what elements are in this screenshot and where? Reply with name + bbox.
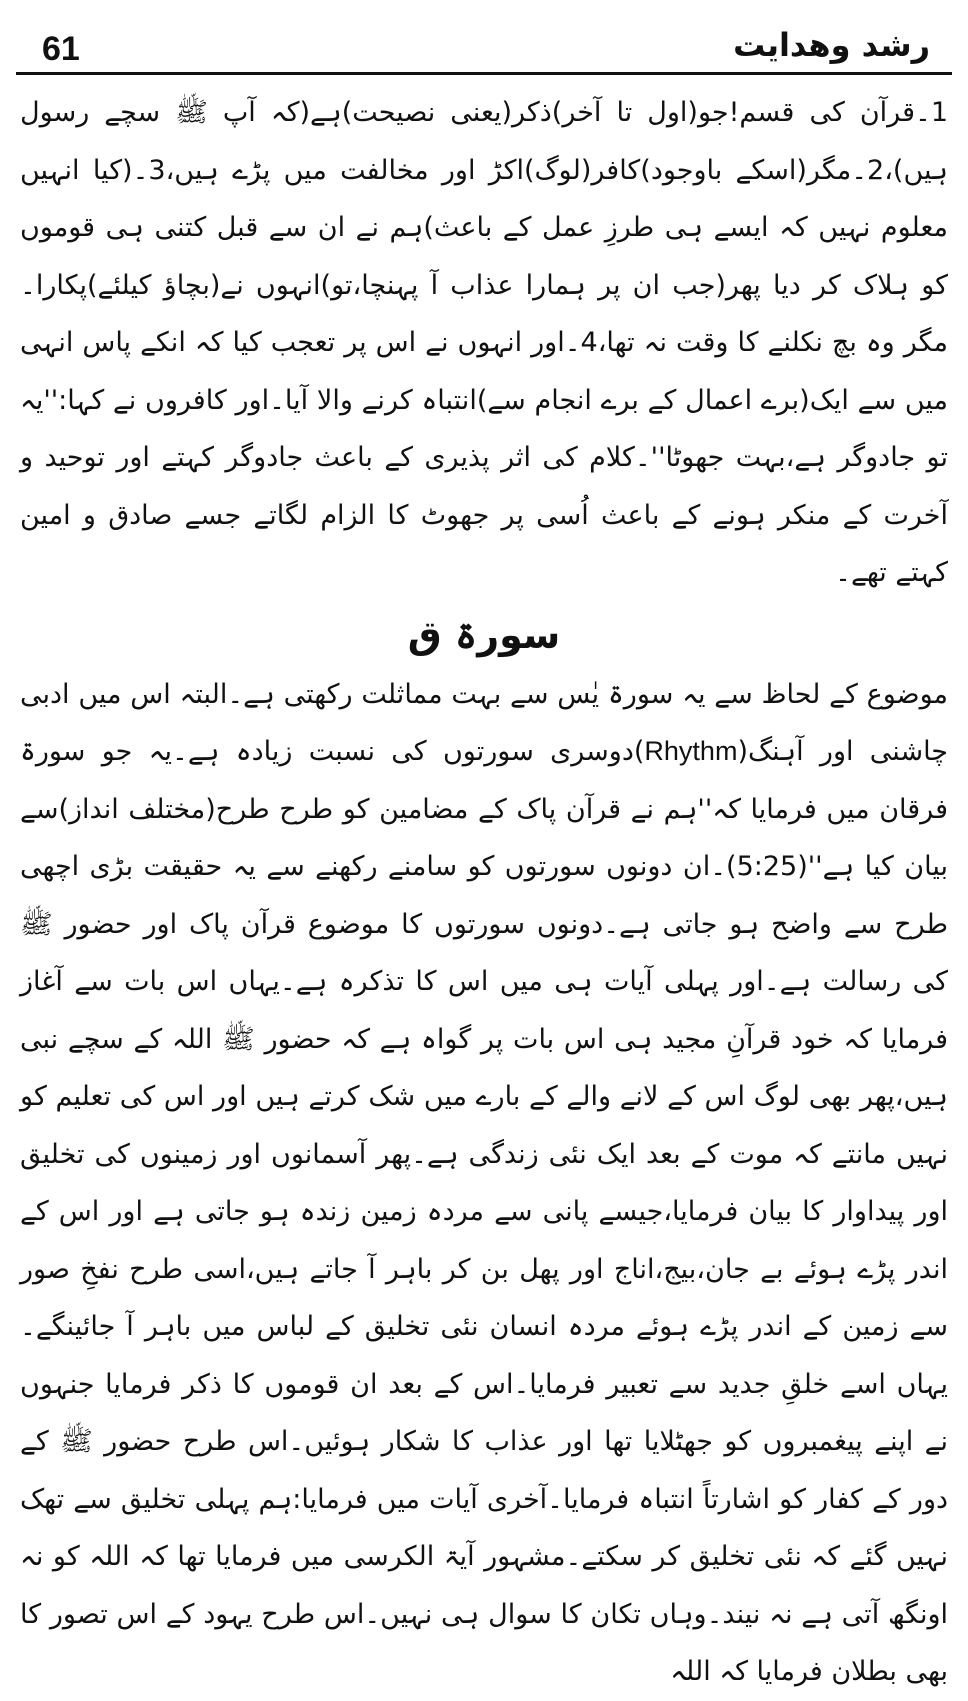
section-heading: سورۃ ق xyxy=(407,612,561,657)
latin-word-rhythm: Rhythm xyxy=(644,736,738,766)
paragraph-1: 1۔قرآن کی قسم!جو(اول تا آخر)ذکر(یعنی نصیحت)ہے(کہ آپ ﷺ سچے رسول ہیں)،2۔مگر(اسکے باوجود)کافر(لوگ)اکڑ اور مخالفت میں پڑے ہیں،3۔(کیا انہیں معلوم نہیں کہ ایسے ہی طرزِ عمل کے باعث)ہم نے ان سے قبل کتنی ہی قوموں کو ہلاک کر دیا پھر(جب ان پر ہمارا عذاب آ پہنچا،تو)انہوں نے(بچاؤ کیلئے)پکارا۔مگر وہ بچ نکلنے کا وقت نہ تھا،4۔اور انہوں نے اس پر تعجب کیا کہ انکے پاس انہی میں سے ایک(برے اعمال کے برے انجام سے)انتباہ کرنے والا آیا۔اور کافروں نے کہا:''یہ تو جادوگر ہے،بہت جھوٹا''۔کلام کی اثر پذیری کے باعث جادوگر کہتے اور توحید و آخرت کے منکر ہونے کے باعث اُسی پر جھوٹ کا الزام لگاتے جسے صادق و امین کہتے تھے۔ xyxy=(20,97,948,588)
page-number: 61 xyxy=(42,30,80,68)
page-header xyxy=(16,20,952,72)
header-divider xyxy=(16,72,952,75)
paragraph-2 xyxy=(20,666,948,1701)
page-body xyxy=(20,84,948,1701)
paragraph-2-text-a: موضوع کے لحاظ سے یہ سورۃ یٰس سے بہت مماثلت رکھتی ہے۔البتہ اس میں ادبی چاشنی اور آہنگ( xyxy=(20,678,948,767)
paragraph-2-text-b: )دوسری سورتوں کی نسبت زیادہ ہے۔یہ جو سورۃ فرقان میں فرمایا کہ''ہم نے قرآن پاک کے مضامین کو طرح طرح(مختلف انداز)سے بیان کیا ہے''(5:25)۔ان دونوں سورتوں کو سامنے رکھنے سے یہ حقیقت بڑی اچھی طرح سے واضح ہو جاتی ہے۔دونوں سورتوں کا موضوع قرآن پاک اور حضور ﷺ کی رسالت ہے۔اور پہلی آیات ہی میں اس کا تذکرہ ہے۔یہاں اس بات سے آغاز فرمایا کہ خود قرآنِ مجید ہی اس بات پر گواہ ہے کہ حضور ﷺ اللہ کے سچے نبی ہیں،پھر بھی لوگ اس کے لانے والے کے بارے میں شک کرتے ہیں اور اس کی تعلیم کو نہیں مانتے کہ موت کے بعد ایک نئی زندگی ہے۔پھر آسمانوں اور زمینوں کی تخلیق اور پیداوار کا بیان فرمایا،جیسے پانی سے مردہ زمین زندہ ہو جاتی ہے اور اس کے اندر پڑے ہوئے بے جان،بیج،اناج اور پھل بن کر باہر آ جاتے ہیں،اسی طرح نفخِ صور سے زمین کے اندر پڑے ہوئے مردہ انسان نئی تخلیق کے لباس میں باہر آ جائینگے۔یہاں اسے خلقِ جدید سے تعبیر فرمایا۔اس کے بعد ان قوموں کا ذکر فرمایا جنہوں نے اپنے پیغمبروں کو جھٹلایا تھا اور عذاب کا شکار ہوئیں۔اس طرح حضور ﷺ کے دور کے کفار کو اشارتاً انتباہ فرمایا۔آخری آیات میں فرمایا:ہم پہلی تخلیق سے تھک نہیں گئے کہ نئی تخلیق کر سکتے۔مشہور آیۃ الکرسی میں فرمایا تھا کہ اللہ کو نہ اونگھ آتی ہے نہ نیند۔وہاں تکان کا سوال ہی نہیں۔اس طرح یہود کے اس تصور کا بھی بطلان فرمایا کہ اللہ xyxy=(20,736,948,1687)
book-title: رشد وهدایت xyxy=(733,26,930,64)
